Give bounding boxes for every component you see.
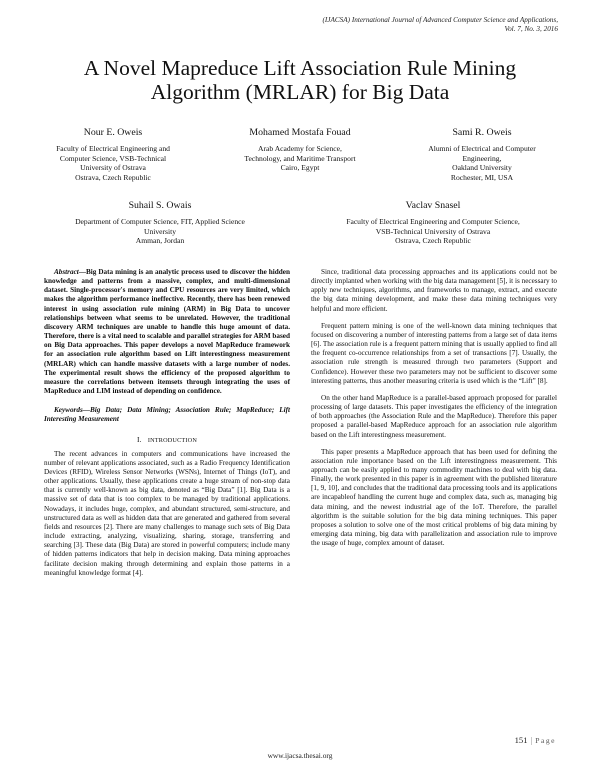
author-affiliation: Ostrava, Czech Republic bbox=[395, 236, 471, 246]
journal-header-line2: Vol. 7, No. 3, 2016 bbox=[504, 25, 558, 33]
abstract-label: Abstract bbox=[54, 268, 79, 276]
author-block bbox=[308, 200, 558, 246]
author-affiliation: Computer Science, VSB-Technical bbox=[59, 153, 167, 163]
page-number-value: 151 bbox=[514, 735, 528, 745]
keywords: Keywords—Big Data; Data Mining; Association Rule; MapReduce; Lift Interesting Measurement bbox=[44, 406, 290, 424]
author-affiliation: Technology, and Maritime Transport bbox=[244, 153, 356, 163]
author-affiliation: Arab Academy for Science, bbox=[258, 144, 342, 153]
author-affiliation: Oakland University bbox=[452, 163, 512, 173]
author-block bbox=[38, 127, 188, 182]
author-affiliation: University of Ostrava bbox=[80, 163, 146, 173]
body-paragraph: On the other hand MapReduce is a parallel-based approach proposed for parallel processing of large datasets. This paper investigates the efficiency of the integration of both approaches (the Association Rule and the MapReduce). Therefore this paper proposed a parallel-based MapReduce approach for an association rule algorithm based on the Lift interestingness measurement. bbox=[311, 393, 557, 439]
body-paragraph: Frequent pattern mining is one of the well-known data mining techniques that focused on discovering a number of interesting patterns from a large set of data items [6]. The association rule is a frequent pattern mining that is usually applied to find all the frequent co-occurrence relationships from a set of transactions [7]. Usually, the association rule strength is measured through two parameters (Support and Confidence). However these two parameters may not be sufficient to discover some interesting patterns, thus another measuring criteria is used which is the “Lift” [8]. bbox=[311, 321, 557, 385]
author-affiliation: Faculty of Electrical Engineering and bbox=[56, 144, 170, 153]
title-line1: A Novel Mapreduce Lift Association Rule Mining bbox=[83, 56, 517, 80]
author-name: Sami R. Oweis bbox=[452, 127, 512, 138]
author-affiliation: Rochester, MI, USA bbox=[450, 172, 514, 182]
author-name: Nour E. Oweis bbox=[83, 127, 143, 138]
author-block bbox=[402, 127, 562, 182]
page-label: Page bbox=[535, 736, 556, 745]
author-name: Vaclav Snasel bbox=[405, 200, 461, 211]
author-affiliation: Alumni of Electrical and Computer bbox=[428, 144, 536, 153]
journal-header-line1: (IJACSA) International Journal of Advanced Computer Science and Applications, bbox=[322, 16, 558, 24]
body-paragraph: This paper presents a MapReduce approach that has been used for defining the association rule importance based on the Lift interestingness measurement. This approach can be easily applied to many commodity machines to deal with big data. Finally, the work presented in this paper is in agreement with the published literature [1, 9, 10], and concludes that the traditional data processing tools and its applications are incapableof handling the current huge and complex data, such as, managing big data mining, and the newest industrial age of the IoT. Therefore, the parallel algorithm is the suitable solution for the big data mining techniques. This paper proposes a solution to solve one of the most critical problems of big data mining by emerging data mining, big data with parallelization and association rule to improve the usage of huge, complex amount of dataset. bbox=[311, 447, 557, 548]
body-paragraph: The recent advances in computers and communications have increased the number of relevant applications associated, such as a Radio Frequency Identification Devices (RFID), Wireless Sensor Networks (WSNs), Internet of Things (IoT), and other applications. Usually, these applications create a huge stream of non-stop data that is currently well-known as big data, denoted as “Big Data” [1]. Big Data is a massive set of data that is too complex to be managed by traditional applications. Nowadays, it includes huge, complex, and abundant structured, semi-structure, and unstructured data as well as hidden data that are generated and gathered from several fields and resources [2]. There are many challenges to manage such sets of Big Data include extracting, analyzing, visualizing, sharing, storage, transferring and searching [3]. These data (Big Data) are stored in powerful computers; include many of hidden patterns indicators that help in decision making. Data mining approaches facilitate decision making through determining and explain those patterns in a meaningful knowledge format [4]. bbox=[44, 449, 290, 577]
section-title: INTRODUCTION bbox=[147, 436, 198, 444]
author-affiliation: Department of Computer Science, FIT, Applied Science bbox=[75, 217, 245, 226]
section-heading bbox=[44, 435, 290, 445]
author-name: Mohamed Mostafa Fouad bbox=[249, 127, 351, 138]
body-paragraph: Since, traditional data processing approaches and its applications could not be directly implanted when working with the big data management [5], it is necessary to apply new techniques, algorithms, and frameworks to manage, extract, and execute the big data mining development, and make these data mining techniques very helpful and more efficient. bbox=[311, 268, 557, 313]
author-block bbox=[220, 127, 380, 173]
title-line2: Algorithm (MRLAR) for Big Data bbox=[150, 80, 450, 104]
author-name: Suhail S. Owais bbox=[128, 200, 192, 211]
abstract bbox=[44, 268, 290, 396]
abstract-text: —Big Data mining is an analytic process used to discover the hidden knowledge and patterns from a massive, complex, and multi-dimensional dataset. Single-processor's memory and CPU resources are very limited, which makes the algorithm performance ineffective. Recently, there has been renewed interest in using association rule mining (ARM) in Big Data to uncover relationships between what seems to be unrelated. However, the traditional discovery ARM techniques are unable to handle this huge amount of data. Therefore, there is a vital need to scalable and parallel strategies for ARM based on Big Data approaches. This paper develops a novel MapReduce framework for an association rule algorithm based on Lift interestingness measurement (MRLAR) which can handle massive datasets with a large number of nodes. The experimental result shows the efficiency of the proposed algorithm to measure the correlations between itemsets through integrating the uses of MapReduce and LIM instead of depending on confidence. bbox=[44, 268, 290, 396]
section-number: I. bbox=[136, 434, 142, 444]
paper-title bbox=[40, 56, 560, 104]
author-affiliation: Cairo, Egypt bbox=[280, 163, 320, 173]
author-affiliation: Amman, Jordan bbox=[135, 236, 185, 246]
author-affiliation: University bbox=[143, 226, 177, 236]
right-column bbox=[311, 268, 557, 556]
author-affiliation: Faculty of Electrical Engineering and Computer Science, bbox=[346, 217, 520, 226]
author-affiliation: Ostrava, Czech Republic bbox=[75, 172, 151, 182]
author-block bbox=[40, 200, 280, 246]
author-affiliation: VSB-Technical University of Ostrava bbox=[375, 226, 491, 236]
page-number: 151 | Page bbox=[514, 735, 556, 745]
author-affiliation: Engineering, bbox=[462, 153, 502, 163]
journal-url[interactable]: www.ijacsa.thesai.org bbox=[267, 751, 333, 760]
left-column bbox=[44, 268, 290, 586]
journal-header bbox=[228, 16, 558, 34]
